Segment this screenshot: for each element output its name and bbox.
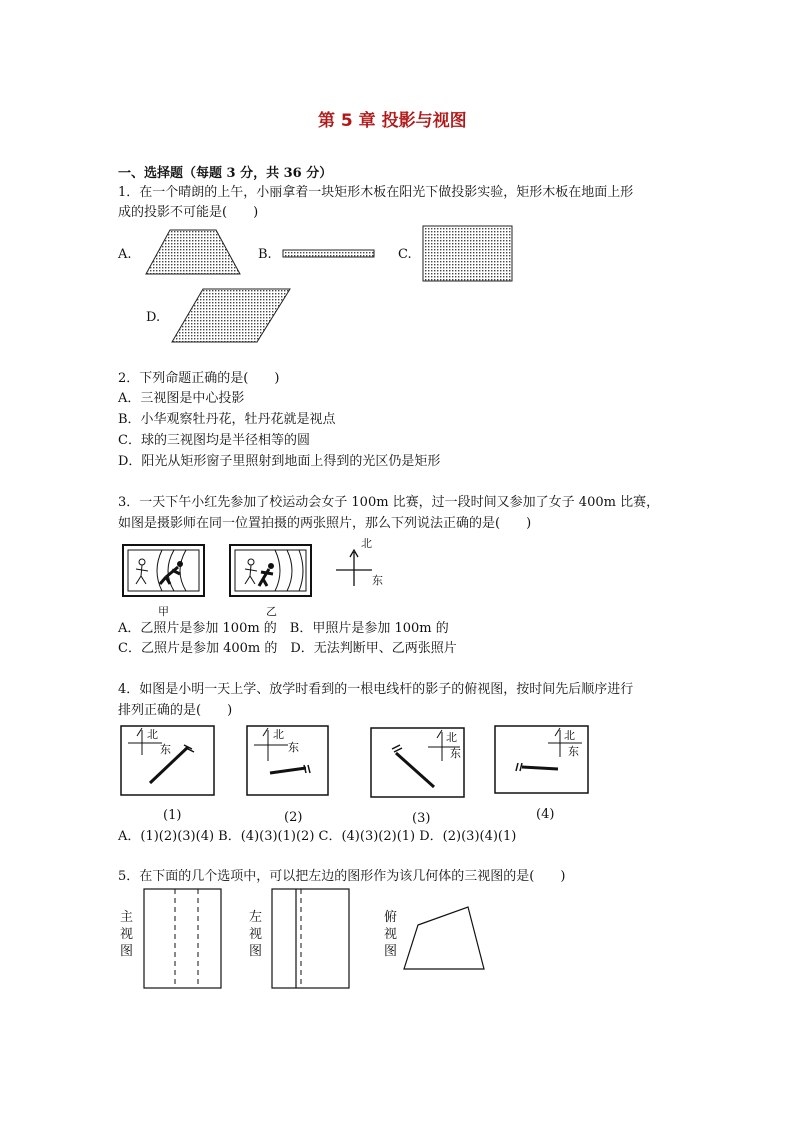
q4-panel-1-label: (1) [163, 808, 182, 823]
q4-panel-4-east: 东 [568, 745, 579, 758]
q1-stem-line2: 成的投影不可能是( ) [118, 205, 259, 220]
q1-option-d-label: D. [146, 310, 161, 325]
q4-stem-line2: 排列正确的是( ) [118, 703, 233, 718]
page-title: 第 5 章 投影与视图 [318, 111, 467, 131]
q4-stem-line1: 4．如图是小明一天上学、放学时看到的一根电线杆的影子的俯视图，按时间先后顺序进行 [118, 682, 634, 697]
q4-panel-4-label: (4) [536, 807, 555, 822]
q5-front-view-label-char: 主 [120, 910, 134, 925]
q1-option-b-strip [282, 249, 376, 259]
q5-top-view-label [384, 909, 397, 960]
q1-option-b-label: B. [258, 247, 272, 262]
q5-front-view-label-char: 视 [120, 927, 134, 942]
q3-compass-north: 北 [361, 537, 372, 550]
q2-stem: 2．下列命题正确的是( ) [118, 371, 280, 386]
q1-option-a-label: A. [118, 247, 132, 262]
q1-option-c-rectangle [422, 225, 514, 283]
q2-option-c: C．球的三视图均是半径相等的圆 [118, 433, 310, 448]
q1-option-d-parallelogram [170, 287, 292, 345]
q4-panel-1-east: 东 [160, 743, 171, 756]
q4-panel-4-north: 北 [564, 729, 575, 742]
q5-stem: 5．在下面的几个选项中，可以把左边的图形作为该几何体的三视图的是( ) [118, 869, 566, 884]
q5-top-view-label-char: 俯 [384, 910, 398, 925]
q4-panel-2-label: (2) [284, 810, 303, 825]
q3-photo-yi [229, 544, 313, 598]
q5-top-view-label-char: 视 [384, 927, 398, 942]
q5-front-view [143, 888, 223, 990]
q3-compass-icon [334, 548, 374, 588]
q1-option-a-trapezoid [144, 228, 244, 278]
q3-stem-line1: 3．一天下午小红先参加了校运动会女子 100m 比赛，过一段时间又参加了女子 400m 比赛， [118, 495, 660, 510]
q4-panel-4 [494, 725, 590, 795]
q4-panel-1 [120, 725, 216, 797]
q2-option-b: B．小华观察牡丹花，牡丹花就是视点 [118, 412, 336, 427]
q4-panel-1-north: 北 [147, 728, 158, 741]
q4-panel-2 [246, 725, 330, 797]
q3-compass-east: 东 [372, 574, 383, 587]
q5-left-view [271, 888, 351, 990]
q3-stem-line2: 如图是摄影师在同一位置拍摄的两张照片，那么下列说法正确的是( ) [118, 516, 532, 531]
q3-options-row2: C．乙照片是参加 400m 的 D．无法判断甲、乙两张照片 [118, 641, 457, 656]
q4-panel-2-east: 东 [288, 741, 299, 754]
q1-option-c-label: C. [398, 247, 412, 262]
q3-photo-jia-label: 甲 [158, 605, 169, 618]
q1-stem-line1: 1．在一个晴朗的上午，小丽拿着一块矩形木板在阳光下做投影实验，矩形木板在地面上形 [118, 185, 634, 200]
q2-option-a: A．三视图是中心投影 [118, 391, 245, 406]
q3-options-row1: A．乙照片是参加 100m 的 B．甲照片是参加 100m 的 [118, 621, 449, 636]
q5-left-view-label-char: 视 [249, 927, 263, 942]
q5-left-view-label [249, 909, 262, 960]
q4-options: A．(1)(2)(3)(4) B．(4)(3)(1)(2) C．(4)(3)(2)(1) D．(2)(3)(4)(1) [118, 829, 517, 844]
q5-left-view-label-char: 图 [249, 944, 263, 959]
section-heading: 一、选择题（每题 3 分，共 36 分） [118, 166, 333, 181]
q4-panel-2-north: 北 [273, 728, 284, 741]
q3-photo-jia [122, 544, 206, 598]
q5-top-view-label-char: 图 [384, 944, 398, 959]
q4-panel-3-north: 北 [446, 731, 457, 744]
q4-panel-3-east: 东 [450, 747, 461, 760]
q5-front-view-label [120, 909, 133, 960]
q4-panel-3-label: (3) [412, 811, 431, 826]
q3-photo-yi-label: 乙 [266, 605, 277, 618]
q4-panel-3 [370, 727, 466, 799]
q2-option-d: D．阳光从矩形窗子里照射到地面上得到的光区仍是矩形 [118, 454, 441, 469]
q5-front-view-label-char: 图 [120, 944, 134, 959]
q5-left-view-label-char: 左 [249, 910, 263, 925]
q5-top-view [402, 905, 488, 973]
